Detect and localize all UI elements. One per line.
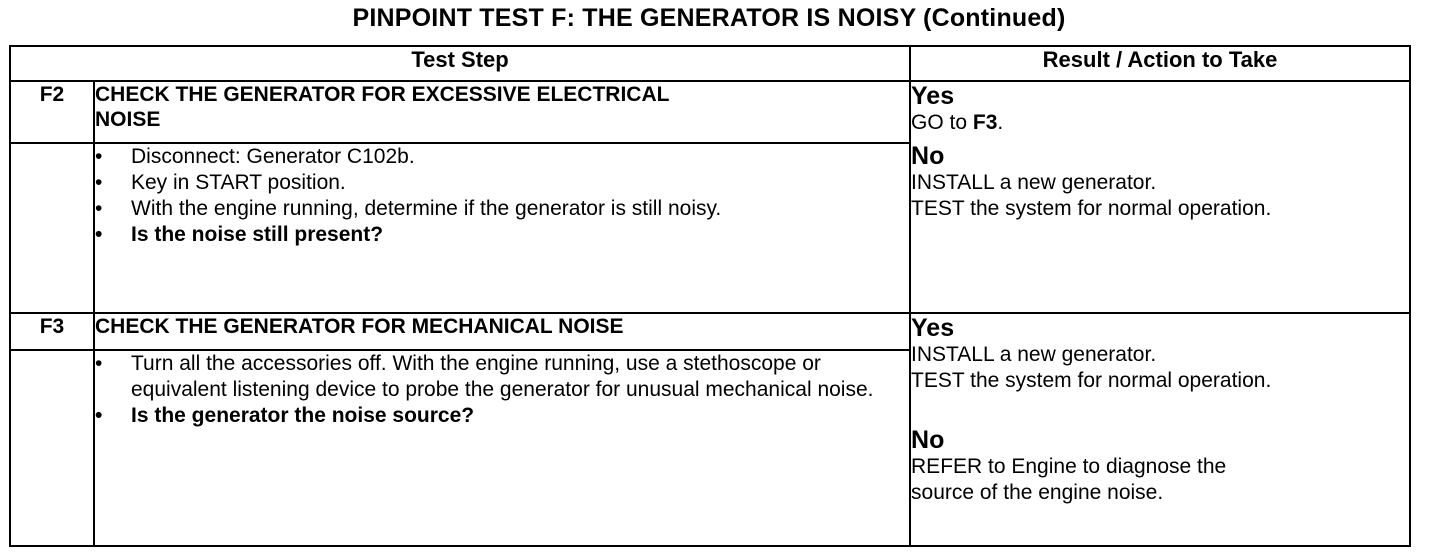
step-item: • Turn all the accessories off. With the engine running, use a stethoscope or equivalent listening device to probe the generator for unusual mechanical noise. [95, 352, 874, 401]
no-action: source of the engine noise. [911, 481, 1164, 504]
step-id-empty [10, 350, 94, 546]
yes-action [911, 110, 1409, 136]
step-item: • Key in START position. [95, 171, 346, 194]
test-step-header: Test Step [10, 46, 910, 81]
result-header: Result / Action to Take [910, 46, 1410, 81]
no-action: INSTALL a new generator. [911, 171, 1157, 194]
yes-action: INSTALL a new generator. [911, 343, 1157, 366]
yes-action-suffix: . [997, 111, 1004, 134]
step-name-line: CHECK THE GENERATOR FOR EXCESSIVE ELECTRICAL [95, 83, 670, 106]
step-f3-result [910, 313, 1410, 546]
pinpoint-test-table [9, 45, 1411, 547]
step-body [94, 143, 910, 313]
no-label: No [911, 426, 945, 454]
bullet: • [95, 352, 103, 375]
step-question: • Is the generator the noise source? [95, 404, 475, 427]
step-name [94, 81, 910, 143]
step-id: F2 [10, 81, 94, 143]
bullet: • [95, 404, 103, 427]
step-item: • Disconnect: Generator C102b. [95, 145, 415, 168]
bullet: • [95, 197, 103, 220]
yes-action-text: GO to [911, 111, 973, 134]
step-f2-title-row [10, 81, 1410, 143]
header-row [10, 46, 1410, 81]
step-body [94, 350, 910, 546]
yes-action: TEST the system for normal operation. [911, 369, 1272, 392]
yes-label: Yes [911, 82, 955, 110]
page-title: PINPOINT TEST F: THE GENERATOR IS NOISY (Continued) [352, 4, 1066, 32]
yes-action-step-ref: F3 [972, 111, 998, 134]
step-item: • With the engine running, determine if the generator is still noisy. [95, 197, 722, 220]
bullet: • [95, 223, 103, 246]
step-id-empty [10, 143, 94, 313]
step-name-line: NOISE [95, 108, 161, 131]
step-f3-title-row [10, 313, 1410, 350]
no-label: No [911, 142, 945, 170]
no-action: REFER to Engine to diagnose the [911, 455, 1227, 478]
step-items [95, 144, 909, 248]
yes-label: Yes [911, 314, 955, 342]
step-id: F3 [10, 313, 94, 350]
step-question: • Is the noise still present? [95, 223, 384, 246]
bullet: • [95, 145, 103, 168]
step-f2-result [910, 81, 1410, 313]
bullet: • [95, 171, 103, 194]
step-name-line: CHECK THE GENERATOR FOR MECHANICAL NOISE [95, 315, 624, 338]
step-items [95, 351, 909, 429]
step-name [94, 313, 910, 350]
no-action: TEST the system for normal operation. [911, 197, 1272, 220]
